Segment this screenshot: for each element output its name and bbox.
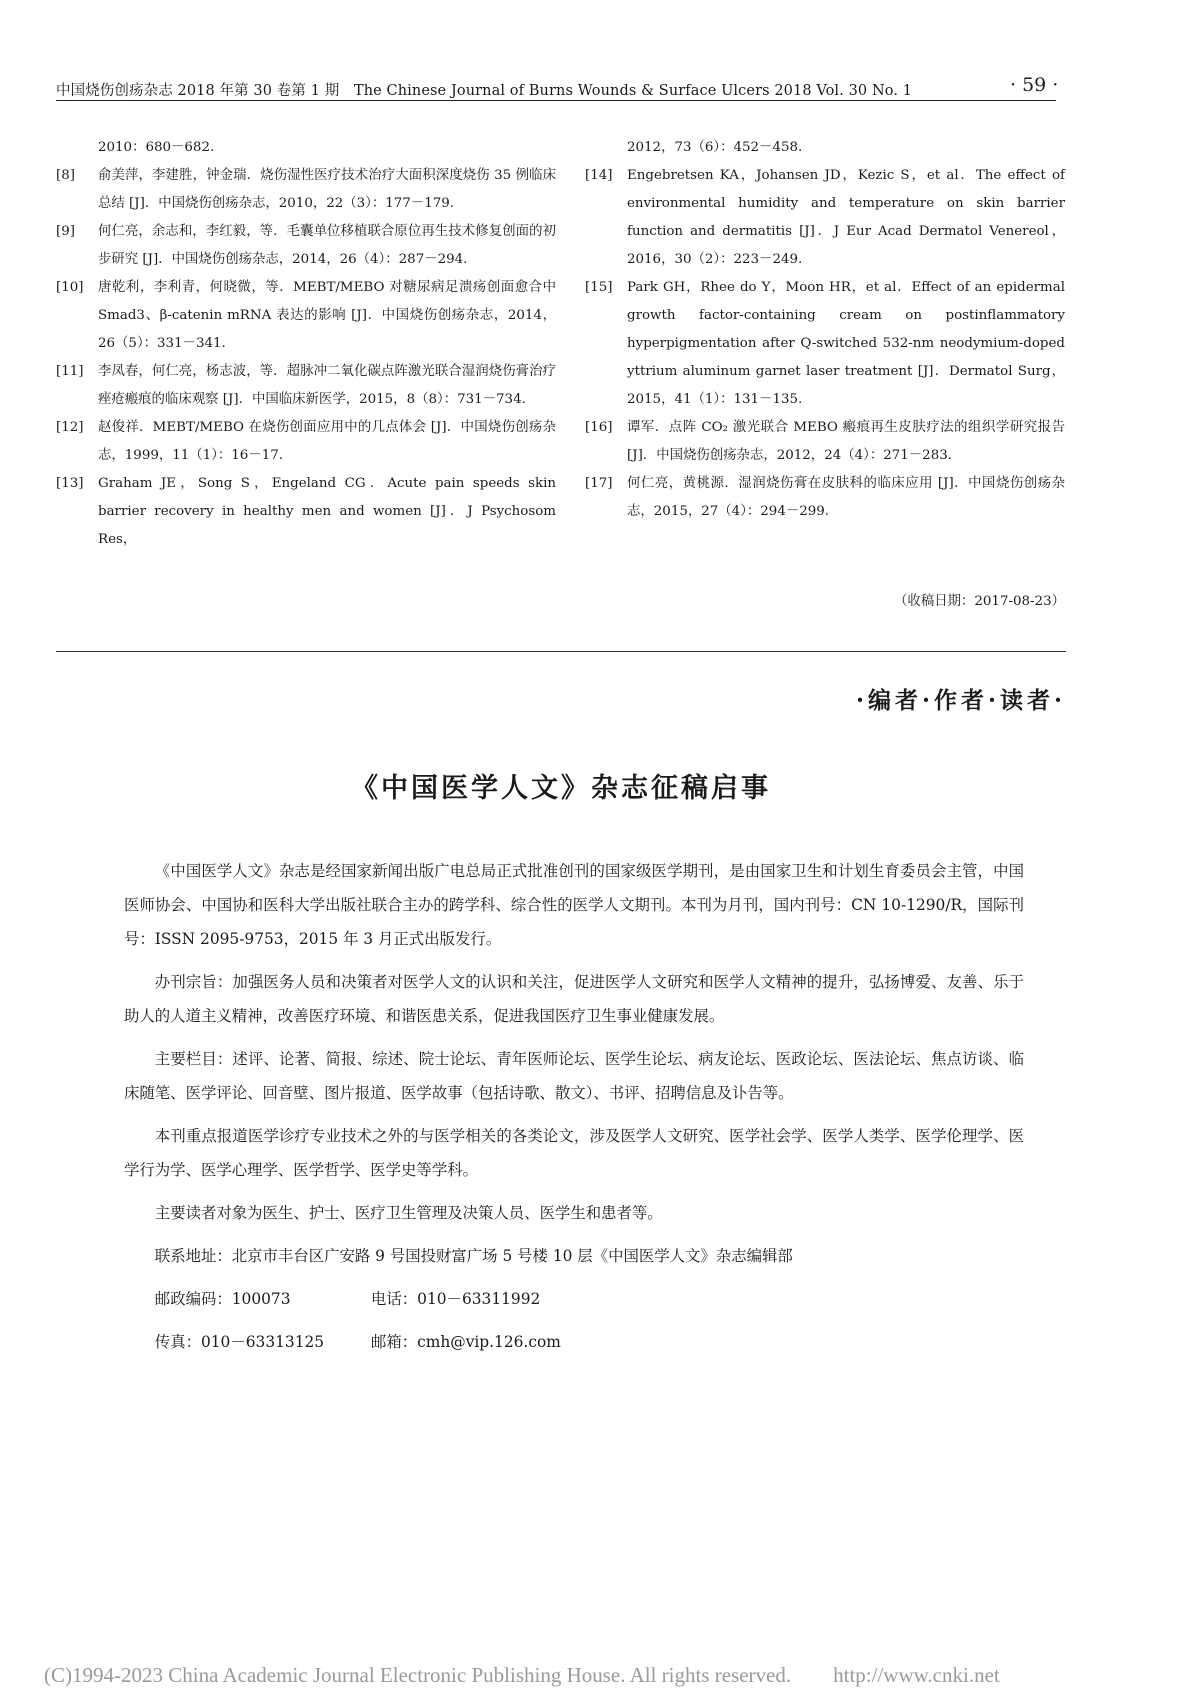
column-title: ·编者·作者·读者· (855, 687, 1066, 714)
notice-title: 《中国医学人文》杂志征稿启事 (351, 773, 771, 804)
copyright-watermark: (C)1994-2023 China Academic Journal Electronic Publishing House. All rights reserved. http://www.cnki.net (44, 1663, 1000, 1687)
section-divider (56, 651, 1066, 652)
page-number: · 59 · (1010, 74, 1059, 96)
header-rule (56, 100, 1056, 101)
notice-paragraph: 本刊重点报道医学诊疗专业技术之外的与医学相关的各类论文，涉及医学人文研究、医学社会学、医学人类学、医学伦理学、医学行为学、医学心理学、医学哲学、医学史等学科。 (124, 1127, 1024, 1179)
fax: 传真：010－63313125 (154, 1333, 325, 1351)
notice-body (124, 854, 1024, 1359)
reference-item: [8] 俞美萍，李建胜，钟金瑞．烧伤湿性医疗技术治疗大面积深度烧伤 35 例临床总结 [J]．中国烧伤创疡杂志，2010，22（3）：177－179. (56, 168, 556, 211)
notice-paragraph: 办刊宗旨：加强医务人员和决策者对医学人文的认识和关注，促进医学人文研究和医学人文精神的提升，弘扬博爱、友善、乐于助人的人道主义精神，改善医疗环境、和谐医患关系，促进我国医疗卫生事业健康发展。 (124, 973, 1024, 1025)
notice-paragraph: 主要读者对象为医生、护士、医疗卫生管理及决策人员、医学生和患者等。 (154, 1204, 663, 1222)
references-right-column (585, 134, 1065, 526)
reference-item: [9] 何仁亮，余志和，李红毅，等．毛囊单位移植联合原位再生技术修复创面的初步研究 [J]．中国烧伤创疡杂志，2014，26（4）：287－294. (56, 224, 556, 267)
reference-item: [11] 李凤春，何仁亮，杨志波，等．超脉冲二氧化碳点阵激光联合湿润烧伤膏治疗痤疮瘢痕的临床观察 [J]．中国临床新医学，2015，8（8）：731－734. (56, 364, 556, 407)
phone: 电话：010－63311992 (371, 1290, 541, 1308)
reference-item: [12] 赵俊祥．MEBT/MEBO 在烧伤创面应用中的几点体会 [J]．中国烧伤创疡杂志，1999，11（1）：16－17. (56, 420, 556, 463)
references-left-column (56, 134, 556, 554)
reference-item: [17] 何仁亮，黄桃源．湿润烧伤膏在皮肤科的临床应用 [J]．中国烧伤创疡杂志，2015，27（4）：294－299. (585, 476, 1065, 519)
reference-item: 2012，73（6）：452－458. (627, 140, 803, 155)
email: 邮箱：cmh@vip.126.com (371, 1333, 561, 1351)
reference-item: [16] 谭军．点阵 CO₂ 激光联合 MEBO 瘢痕再生皮肤疗法的组织学研究报告 [J]．中国烧伤创疡杂志，2012，24（4）：271－283. (585, 420, 1065, 463)
contact-address: 联系地址：北京市丰台区广安路 9 号国投财富广场 5 号楼 10 层《中国医学人文》杂志编辑部 (154, 1247, 793, 1265)
running-header: 中国烧伤创疡杂志 2018 年第 30 卷第 1 期 The Chinese Journal of Burns Wounds & Surface Ulcers 2018 Vol. 30 No. 1 (56, 83, 913, 99)
contact-row (124, 1325, 1024, 1359)
reference-item: [13] Graham JE，Song S，Engeland CG．Acute pain speeds skin barrier recovery in healthy men and women [J]．J Psychosom Res， (56, 476, 556, 547)
contact-row (124, 1282, 1024, 1316)
received-date: （收稿日期：2017-08-23） (894, 594, 1065, 609)
reference-item: [14] Engebretsen KA，Johansen JD，Kezic S，et al．The effect of environmental humidity and temperature on skin barrier function and dermatitis [J]．J Eur Acad Dermatol Venereol，2016，30（2）：223－249. (585, 168, 1065, 267)
postcode: 邮政编码：100073 (154, 1290, 291, 1308)
notice-paragraph: 《中国医学人文》杂志是经国家新闻出版广电总局正式批准创刊的国家级医学期刊，是由国家卫生和计划生育委员会主管，中国医师协会、中国协和医科大学出版社联合主办的跨学科、综合性的医学人文期刊。本刊为月刊，国内刊号：CN 10-1290/R，国际刊号：ISSN 2095-9753，2015 年 3 月正式出版发行。 (124, 862, 1024, 948)
notice-paragraph: 主要栏目：述评、论著、简报、综述、院士论坛、青年医师论坛、医学生论坛、病友论坛、医政论坛、医法论坛、焦点访谈、临床随笔、医学评论、回音壁、图片报道、医学故事（包括诗歌、散文）、书评、招聘信息及讣告等。 (124, 1050, 1024, 1102)
reference-item: [15] Park GH，Rhee do Y，Moon HR，et al．Effect of an epidermal growth factor-containing cream on postinflammatory hyperpigmentation after Q-switched 532-nm neodymium-doped yttrium aluminum garnet laser treatment [J]．Dermatol Surg，2015，41（1）：131－135. (585, 280, 1065, 407)
reference-item: 2010：680－682. (98, 140, 215, 155)
reference-item: [10] 唐乾利，李利青，何晓微，等．MEBT/MEBO 对糖尿病足溃疡创面愈合中 Smad3、β-catenin mRNA 表达的影响 [J]．中国烧伤创疡杂志，2014，26（5）：331－341. (56, 280, 556, 351)
